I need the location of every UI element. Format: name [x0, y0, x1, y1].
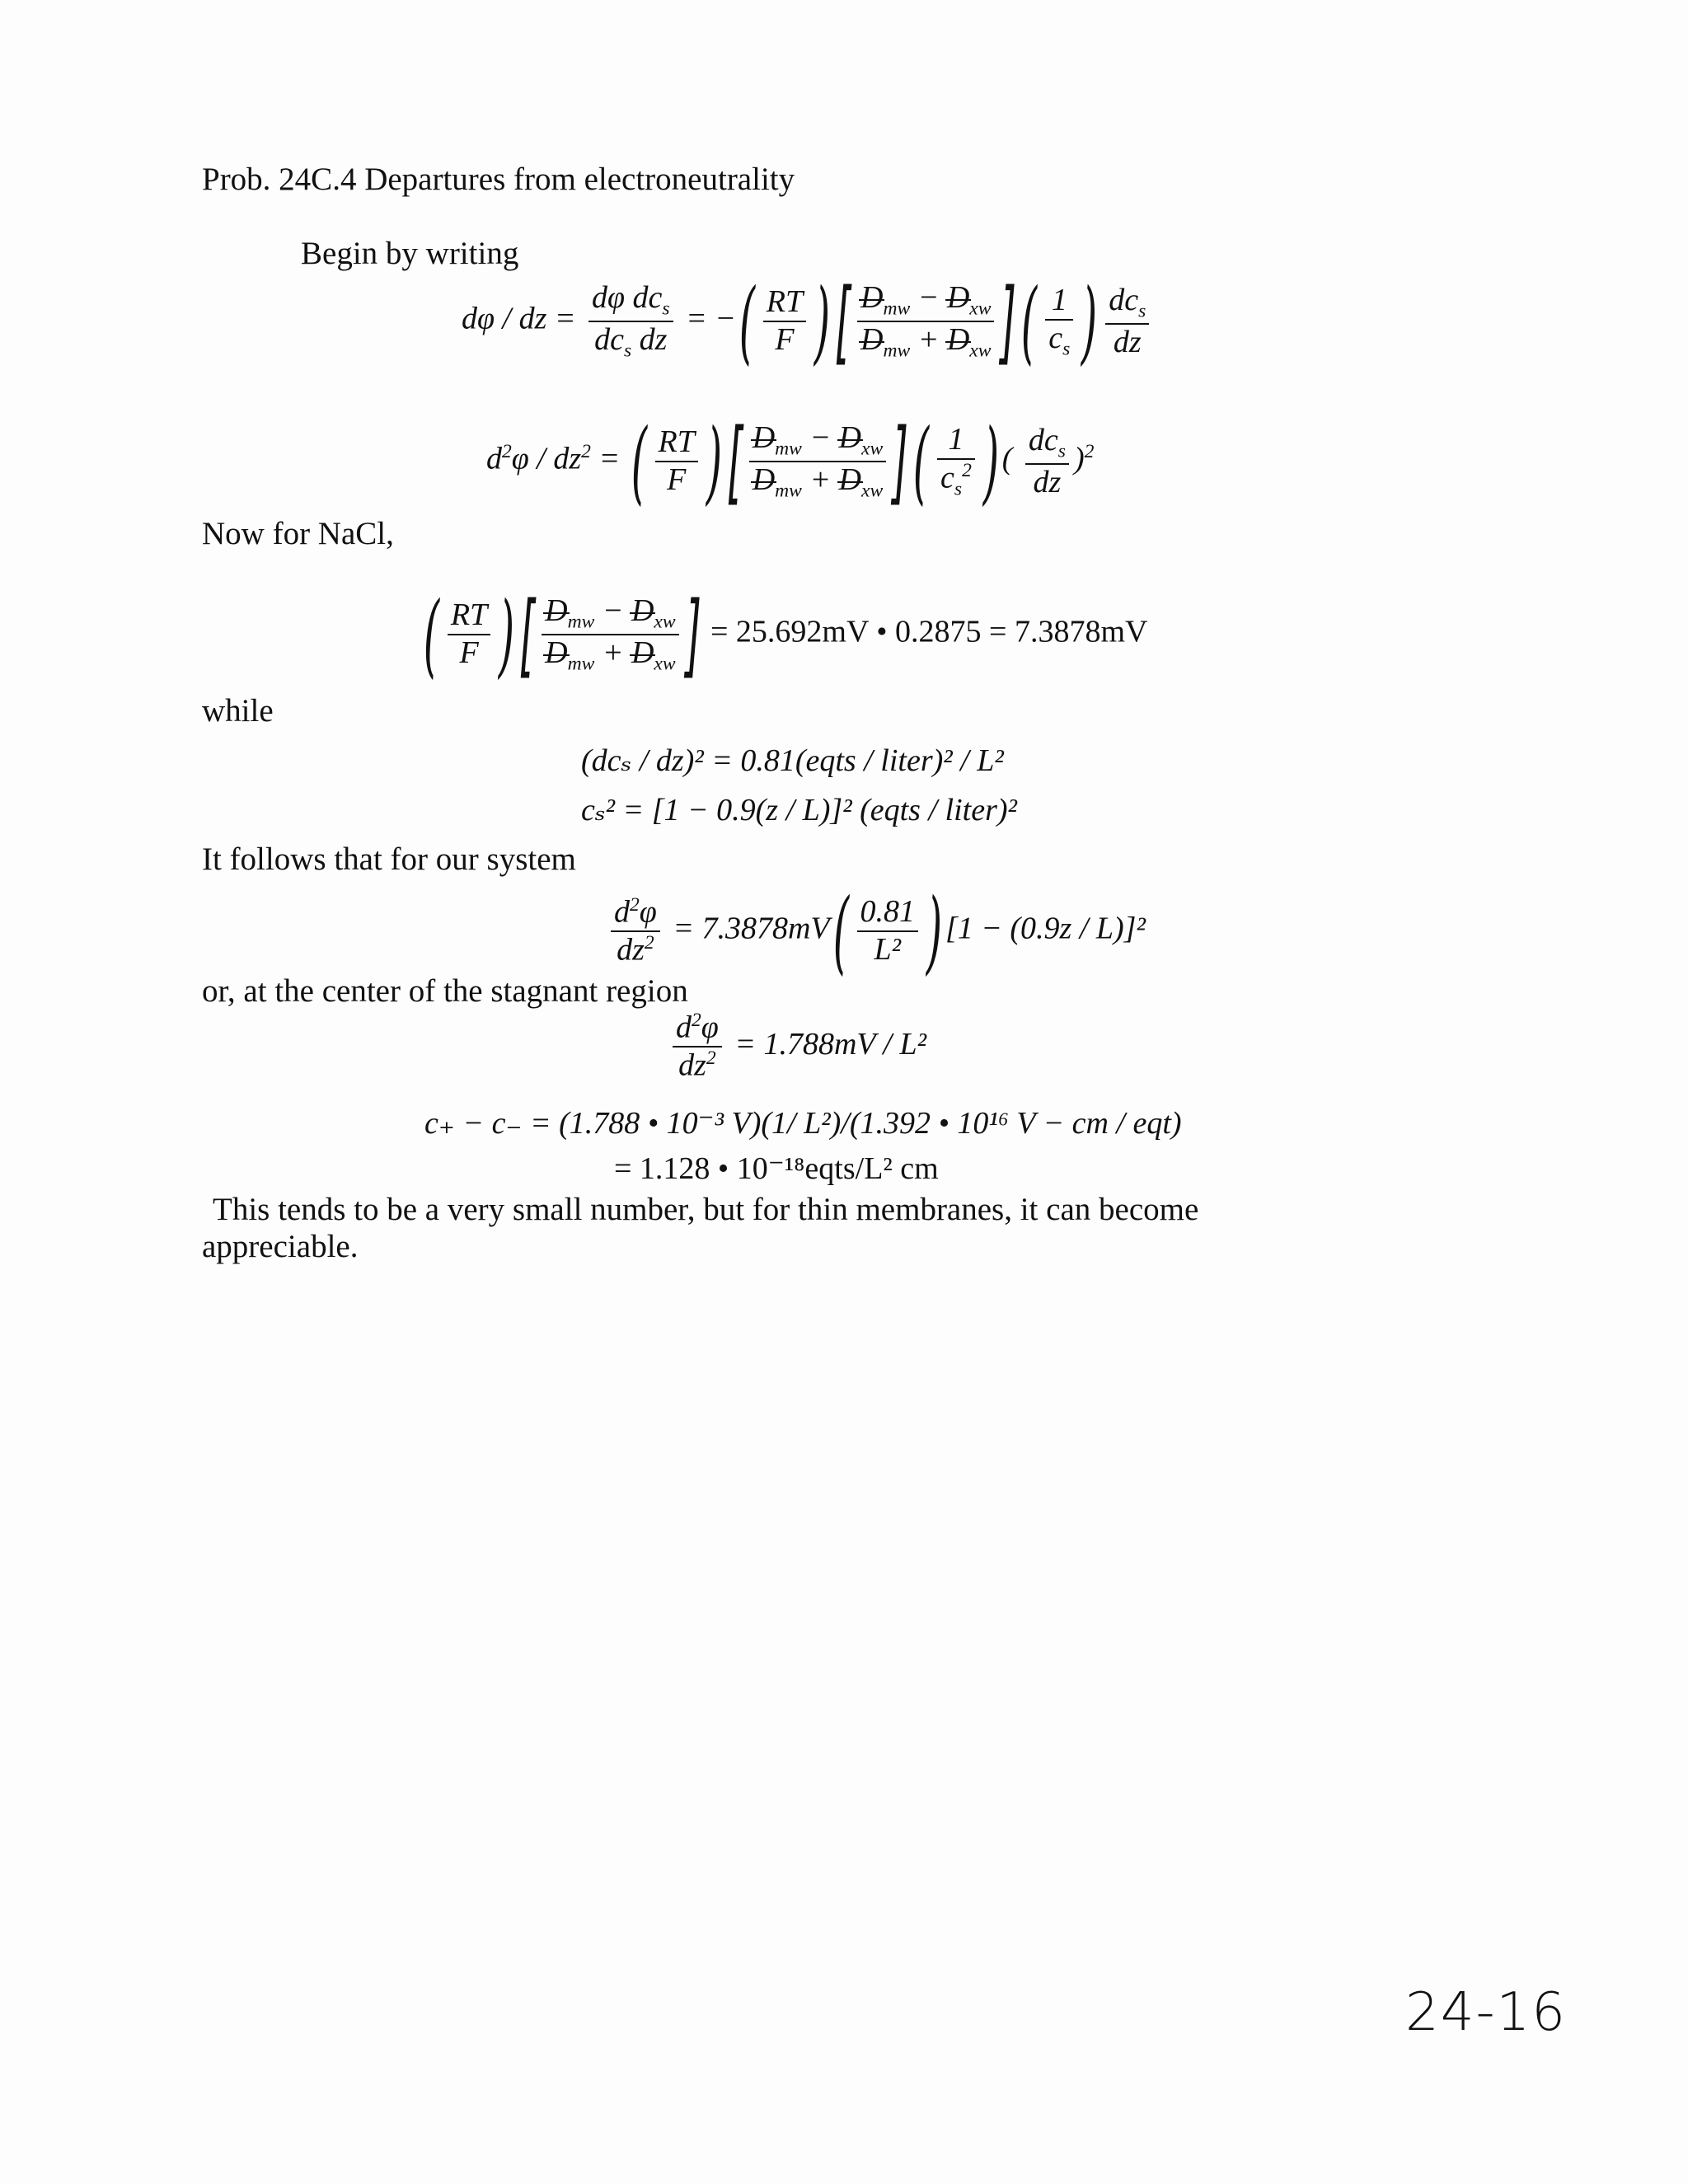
equation-d2phi-dz2: $d^2\varphi / dz^2$ = ( $\frac{RT}{F}$ )[ $\frac{D_{mw} - D_{xw}}{D_{mw} + D_{xw}}$ ]( $\frac{1}{c_s^2}$ ) ( $\frac{dc_s}{dz}$ )$^2$ [486, 409, 1095, 514]
equation-nacl-coefficient: ( $\frac{RT}{F}$ )[ $\frac{D_{mw} - D_{xw}}{D_{mw} + D_{xw}}$ ] = 25.692mV • 0.2875 = 7.3878mV [423, 582, 1148, 687]
equation-dphi-dz: dφ / dz = $\frac{d\varphi dc_s}{dc_s dz}$ = −( $\frac{RT}{F}$ )[ $\frac{D_{mw} - D_{xw}}{D_{mw} + D_{xw}}$ ]( $\frac{1}{c_s}$ ) $\frac{dc_s}{dz}$ [462, 276, 1154, 367]
page-number: 24-16 [1405, 1982, 1567, 2043]
center-result: = 1.788mV / L² [734, 1027, 927, 1062]
text-begin-by-writing: Begin by writing [301, 236, 519, 271]
nacl-result: = 25.692mV • 0.2875 = 7.3878mV [710, 614, 1148, 649]
system-coefficient: = 7.3878mV [673, 911, 830, 946]
text-now-for-nacl: Now for NaCl, [202, 516, 394, 551]
problem-title: Prob. 24C.4 Departures from electroneutrality [202, 162, 795, 197]
equation-dcs-dz-squared: (dcₛ / dz)² = 0.81(eqts / liter)² / L² [581, 743, 1004, 778]
text-closing-line-2: appreciable. [202, 1229, 359, 1264]
system-frac-den: L² [874, 932, 902, 967]
text-center-of-region: or, at the center of the stagnant region [202, 973, 688, 1009]
text-closing-line-1: This tends to be a very small number, but for thin membranes, it can become [213, 1192, 1199, 1227]
text-while: while [202, 693, 274, 729]
equation-system: $\frac{d^2\varphi}{dz^2}$ = 7.3878mV( $\frac{0.81}{\text{L²}}$ ) [1 − (0.9z / L)]² [606, 886, 1146, 977]
equation-charge-result: = 1.128 • 10⁻¹⁸eqts/L² cm [614, 1151, 939, 1186]
text-it-follows: It follows that for our system [202, 841, 576, 877]
equation-center: $\frac{d^2\varphi}{dz^2}$ = 1.788mV / L² [668, 1010, 926, 1085]
equation-cs-squared: cₛ² = [1 − 0.9(z / L)]² (eqts / liter)² [581, 793, 1017, 827]
equation-charge-difference: c₊ − c₋ = (1.788 • 10⁻³ V)(1/ L²)/(1.392 • 10¹⁶ V − cm / eqt) [424, 1106, 1182, 1141]
system-tail: [1 − (0.9z / L)]² [945, 911, 1146, 946]
system-frac-num: 0.81 [857, 894, 919, 932]
